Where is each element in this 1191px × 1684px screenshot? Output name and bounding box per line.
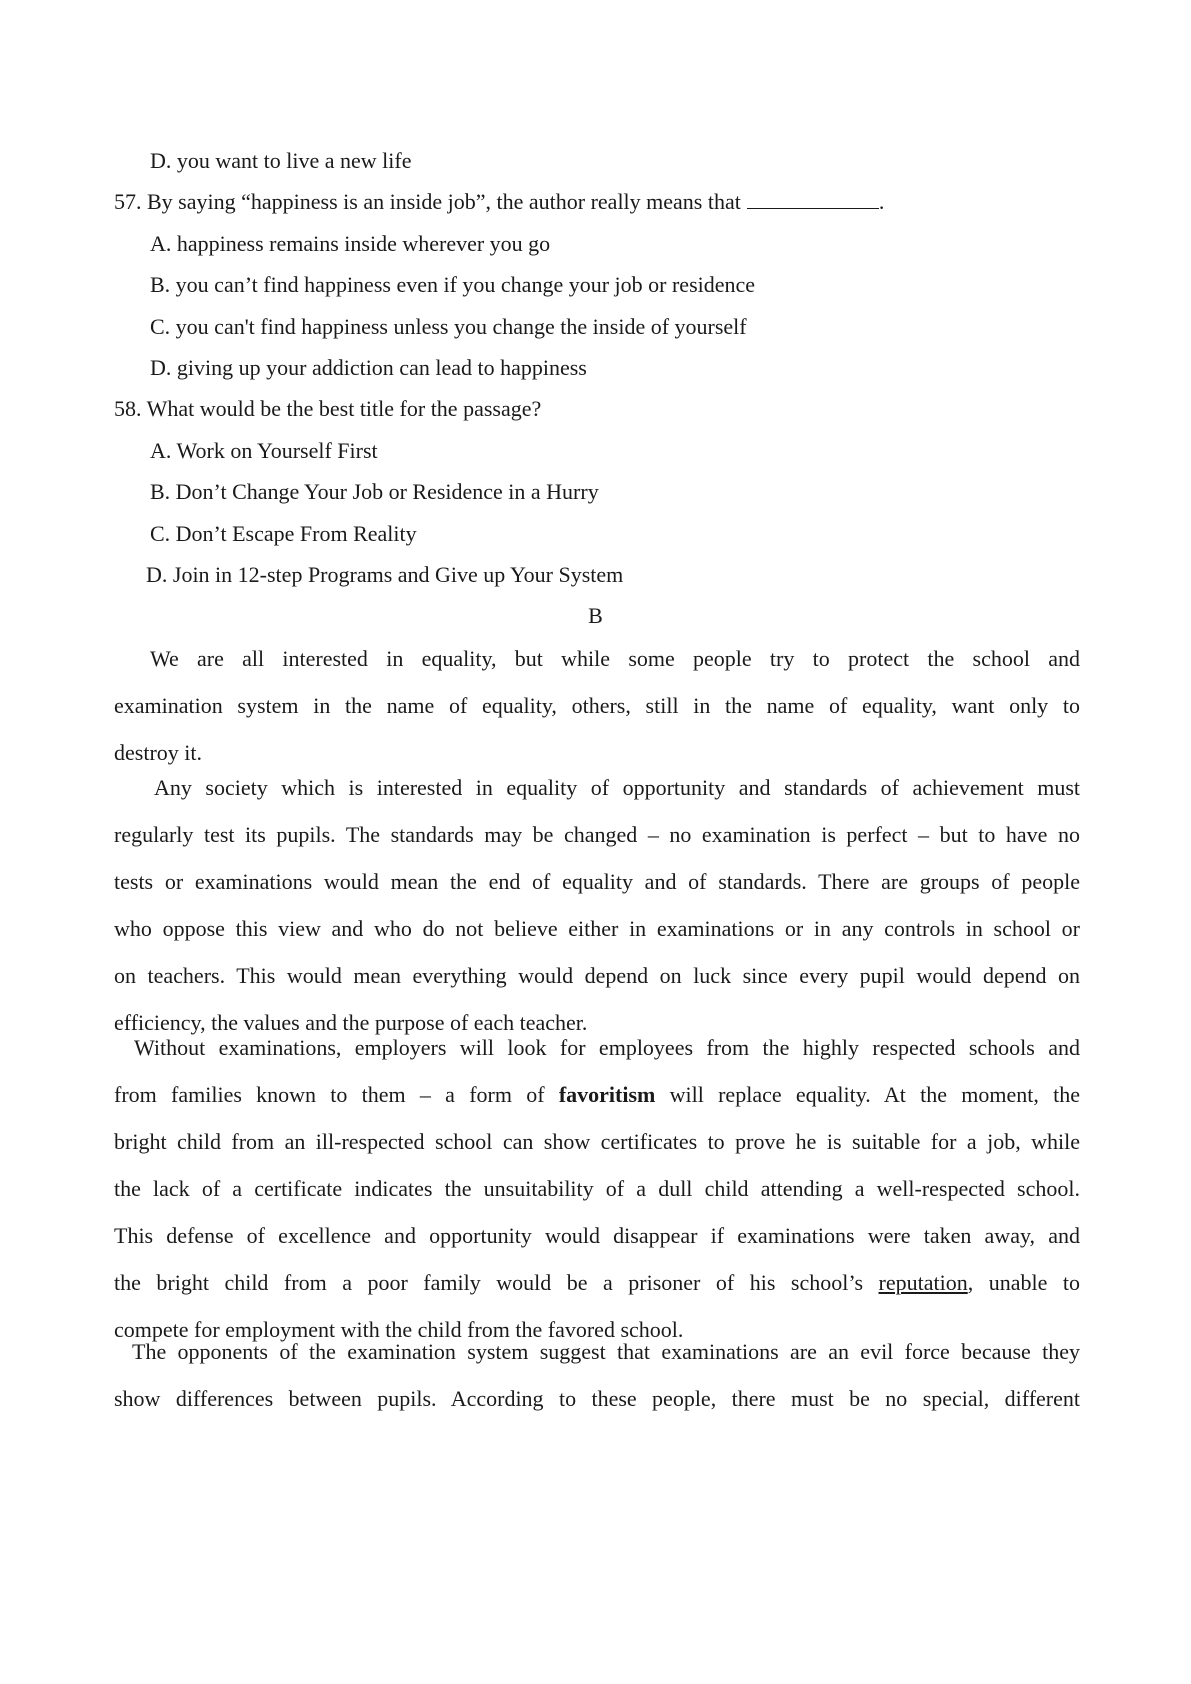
underlined-term-reputation: reputation — [878, 1270, 968, 1295]
q58-option-d: D. Join in 12-step Programs and Give up Your System — [146, 562, 624, 587]
paragraph-line: efficiency, the values and the purpose of each teacher. — [114, 1010, 588, 1035]
paragraph-line: examination system in the name of equality, others, still in the name of equality, want only to — [114, 693, 1080, 718]
q57-stem-end: . — [878, 189, 885, 214]
passage-paragraph-1 — [114, 635, 1080, 776]
q57-option-c: C. you can't find happiness unless you change the inside of yourself — [150, 314, 747, 339]
paragraph-line: Any society which is interested in equality of opportunity and standards of achievement must — [154, 775, 1080, 800]
paragraph-line: who oppose this view and who do not believe either in examinations or in any controls in school or — [114, 916, 1080, 941]
passage-paragraph-3 — [114, 1024, 1080, 1353]
passage-paragraph-4 — [114, 1328, 1080, 1422]
paragraph-line: bright child from an ill-respected school can show certificates to prove he is suitable for a job, while — [114, 1129, 1080, 1154]
q57-answer-blank — [747, 188, 879, 209]
paragraph-line: This defense of excellence and opportunity would disappear if examinations were taken away, and — [114, 1223, 1080, 1248]
bold-term-favoritism: favoritism — [558, 1082, 656, 1107]
paragraph-line-text: will replace equality. At the moment, the — [669, 1082, 1080, 1107]
q58-option-b: B. Don’t Change Your Job or Residence in a Hurry — [150, 479, 599, 504]
q58-option-c: C. Don’t Escape From Reality — [150, 521, 417, 546]
q57-stem-text: 57. By saying “happiness is an inside job”, the author really means that — [114, 189, 741, 214]
paragraph-line: compete for employment with the child from the favored school. — [114, 1317, 684, 1342]
paragraph-line: on teachers. This would mean everything would depend on luck since every pupil would depend on — [114, 963, 1080, 988]
paragraph-line: regularly test its pupils. The standards may be changed – no examination is perfect – but to have no — [114, 822, 1080, 847]
q58-stem: 58. What would be the best title for the passage? — [114, 396, 542, 421]
paragraph-line — [114, 1259, 1080, 1306]
paragraph-line: the lack of a certificate indicates the unsuitability of a dull child attending a well-respected school. — [114, 1176, 1080, 1201]
passage-paragraph-2 — [114, 764, 1080, 1046]
paragraph-line-text: , unable to — [967, 1270, 1080, 1295]
paragraph-line: show differences between pupils. According to these people, there must be no special, different — [114, 1386, 1080, 1411]
paragraph-line-text: from families known to them – a form of — [114, 1082, 545, 1107]
paragraph-line: We are all interested in equality, but while some people try to protect the school and — [150, 646, 1080, 671]
paragraph-line: Without examinations, employers will look for employees from the highly respected schools and — [134, 1035, 1080, 1060]
q57-option-d: D. giving up your addiction can lead to happiness — [150, 355, 587, 380]
paragraph-line: The opponents of the examination system suggest that examinations are an evil force because they — [132, 1339, 1080, 1364]
q58-option-a: A. Work on Yourself First — [150, 438, 378, 463]
section-letter: B — [588, 603, 603, 628]
paragraph-line: destroy it. — [114, 740, 202, 765]
q56-option-d: D. you want to live a new life — [150, 148, 412, 173]
q57-stem — [114, 187, 884, 217]
paragraph-line — [114, 1071, 1080, 1118]
paragraph-line-text: the bright child from a poor family would be a prisoner of his school’s — [114, 1270, 864, 1295]
q57-option-b: B. you can’t find happiness even if you change your job or residence — [150, 272, 756, 297]
paragraph-line: tests or examinations would mean the end of equality and of standards. There are groups of people — [114, 869, 1080, 894]
q57-option-a: A. happiness remains inside wherever you go — [150, 231, 551, 256]
